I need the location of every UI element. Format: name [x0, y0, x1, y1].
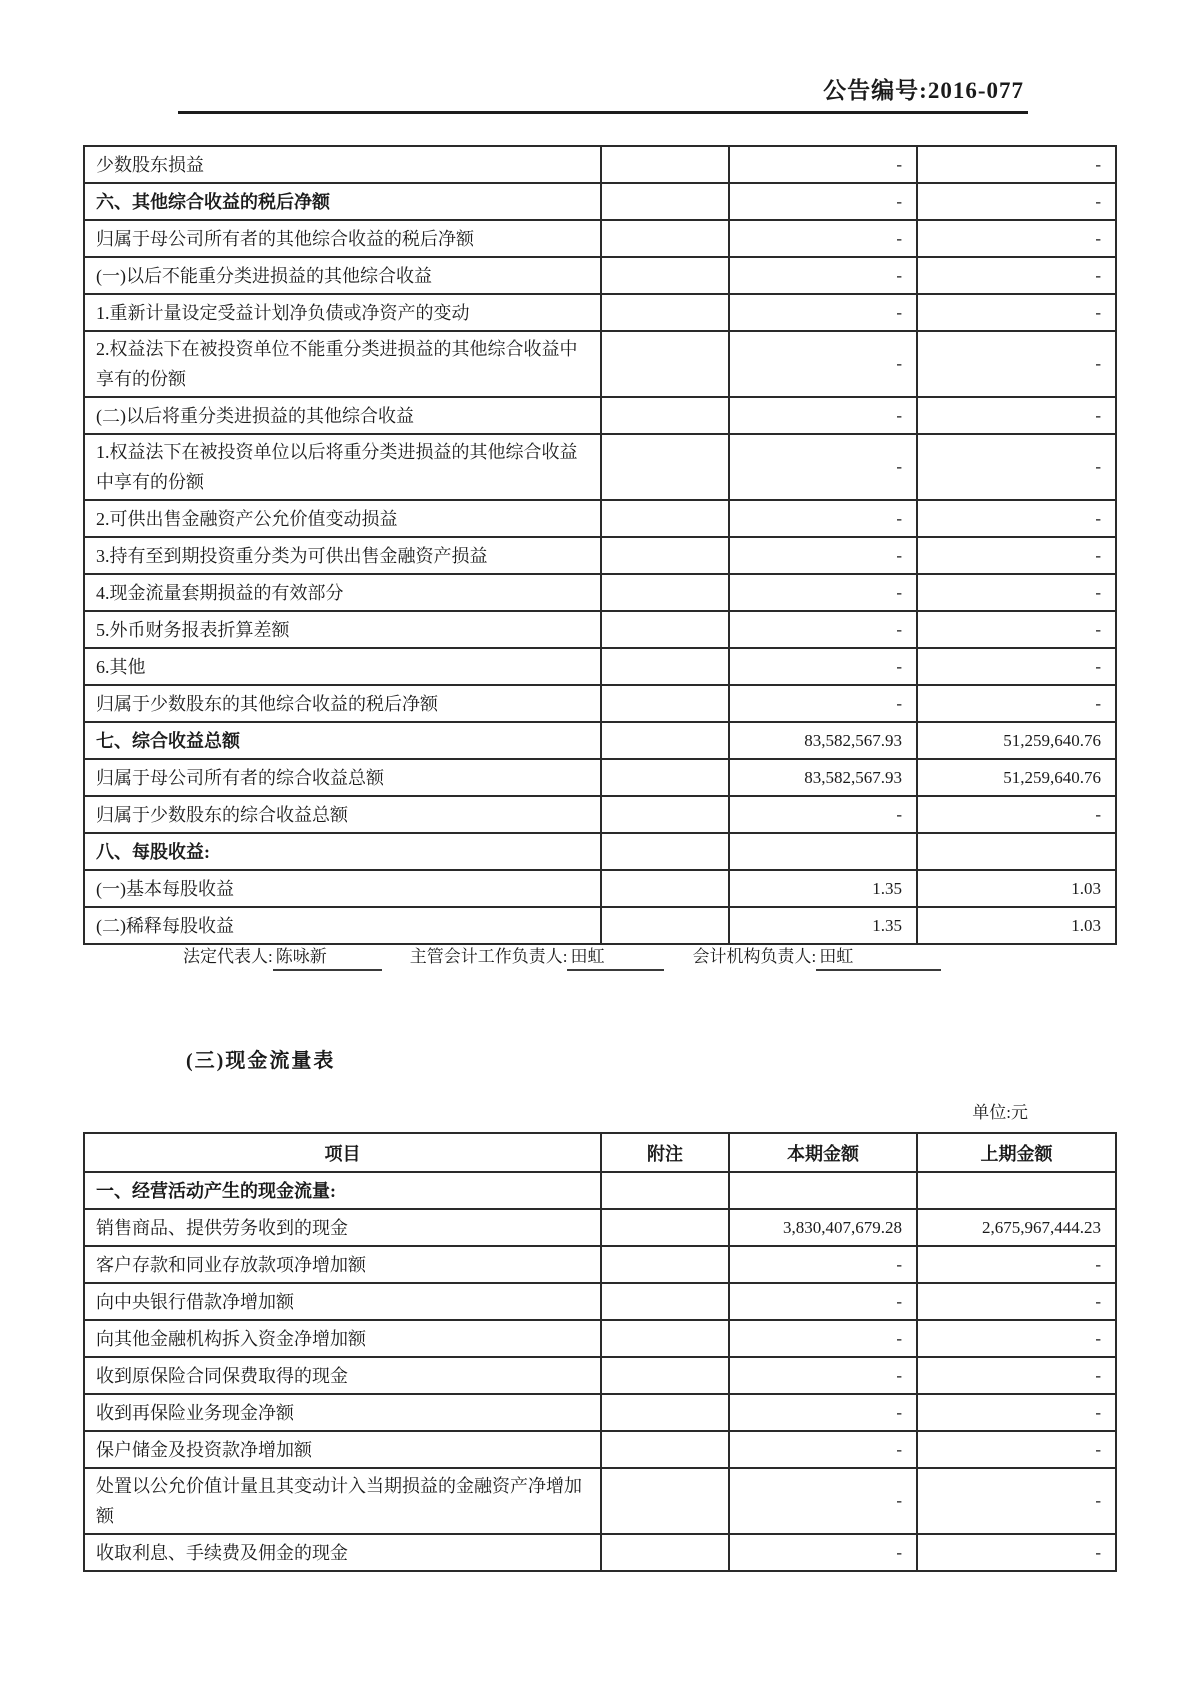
income-statement-label-cell: 3.持有至到期投资重分类为可供出售金融资产损益	[84, 537, 601, 574]
income-statement-row	[84, 722, 1116, 759]
column-header-current-amount: 本期金额	[729, 1133, 917, 1172]
chief-accountant-name: 田虹	[567, 942, 664, 971]
legal-representative-segment	[183, 942, 382, 971]
income-statement-prior-cell: -	[917, 648, 1116, 685]
cashflow-prior-cell: -	[917, 1468, 1116, 1534]
accounting-dept-label: 会计机构负责人:	[692, 947, 817, 966]
income-statement-row	[84, 500, 1116, 537]
income-statement-current-cell: 83,582,567.93	[729, 722, 917, 759]
chief-accountant-segment	[410, 942, 665, 971]
income-statement-label-cell: 八、每股收益:	[84, 833, 601, 870]
income-statement-current-cell: 1.35	[729, 907, 917, 944]
income-statement-note-cell	[601, 870, 729, 907]
cashflow-label-cell: 向其他金融机构拆入资金净增加额	[84, 1320, 601, 1357]
income-statement-current-cell: -	[729, 434, 917, 500]
income-statement-label-cell: 归属于母公司所有者的综合收益总额	[84, 759, 601, 796]
income-statement-label-cell: 1.权益法下在被投资单位以后将重分类进损益的其他综合收益中享有的份额	[84, 434, 601, 500]
income-statement-prior-cell: -	[917, 183, 1116, 220]
cashflow-row	[84, 1468, 1116, 1534]
cashflow-prior-cell: -	[917, 1246, 1116, 1283]
income-statement-current-cell: -	[729, 146, 917, 183]
income-statement-note-cell	[601, 537, 729, 574]
income-statement-current-cell: -	[729, 500, 917, 537]
cashflow-prior-cell: -	[917, 1394, 1116, 1431]
income-statement-current-cell: -	[729, 294, 917, 331]
income-statement-row	[84, 397, 1116, 434]
cashflow-note-cell	[601, 1172, 729, 1209]
cashflow-row	[84, 1246, 1116, 1283]
income-statement-label-cell: (二)以后将重分类进损益的其他综合收益	[84, 397, 601, 434]
income-statement-prior-cell: 1.03	[917, 870, 1116, 907]
income-statement-prior-cell: 1.03	[917, 907, 1116, 944]
income-statement-note-cell	[601, 574, 729, 611]
cashflow-current-cell: -	[729, 1394, 917, 1431]
column-header-prior-amount: 上期金额	[917, 1133, 1116, 1172]
income-statement-note-cell	[601, 907, 729, 944]
column-header-note: 附注	[601, 1133, 729, 1172]
cashflow-current-cell	[729, 1172, 917, 1209]
cashflow-row	[84, 1283, 1116, 1320]
income-statement-prior-cell: 51,259,640.76	[917, 759, 1116, 796]
income-statement-row	[84, 907, 1116, 944]
income-statement-current-cell: -	[729, 685, 917, 722]
signature-line	[183, 942, 941, 971]
income-statement-note-cell	[601, 146, 729, 183]
income-statement-note-cell	[601, 685, 729, 722]
income-statement-prior-cell: -	[917, 685, 1116, 722]
cashflow-label-cell: 保户储金及投资款净增加额	[84, 1431, 601, 1468]
accounting-dept-name: 田虹	[816, 942, 941, 971]
cashflow-prior-cell: -	[917, 1320, 1116, 1357]
income-statement-current-cell: -	[729, 183, 917, 220]
income-statement-label-cell: 6.其他	[84, 648, 601, 685]
income-statement-label-cell: 六、其他综合收益的税后净额	[84, 183, 601, 220]
column-header-item: 项目	[84, 1133, 601, 1172]
income-statement-note-cell	[601, 434, 729, 500]
income-statement-current-cell: -	[729, 331, 917, 397]
income-statement-current-cell: 1.35	[729, 870, 917, 907]
income-statement-note-cell	[601, 220, 729, 257]
income-statement-prior-cell	[917, 833, 1116, 870]
income-statement-note-cell	[601, 257, 729, 294]
cashflow-section-title: (三)现金流量表	[186, 1050, 336, 1072]
income-statement-row	[84, 796, 1116, 833]
cashflow-label-cell: 处置以公允价值计量且其变动计入当期损益的金融资产净增加额	[84, 1468, 601, 1534]
cashflow-note-cell	[601, 1320, 729, 1357]
income-statement-current-cell: -	[729, 257, 917, 294]
cashflow-note-cell	[601, 1468, 729, 1534]
cashflow-row	[84, 1394, 1116, 1431]
cashflow-table	[83, 1132, 1117, 1572]
income-statement-prior-cell: -	[917, 500, 1116, 537]
comprehensive-income-table-body	[84, 146, 1116, 944]
income-statement-current-cell: -	[729, 574, 917, 611]
income-statement-prior-cell: -	[917, 397, 1116, 434]
income-statement-prior-cell: -	[917, 574, 1116, 611]
cashflow-current-cell: -	[729, 1320, 917, 1357]
income-statement-current-cell: -	[729, 220, 917, 257]
cashflow-note-cell	[601, 1357, 729, 1394]
cashflow-prior-cell	[917, 1172, 1116, 1209]
cashflow-note-cell	[601, 1283, 729, 1320]
cashflow-current-cell: -	[729, 1431, 917, 1468]
announcement-number: 公告编号:2016-077	[823, 78, 1024, 103]
income-statement-label-cell: (一)以后不能重分类进损益的其他综合收益	[84, 257, 601, 294]
income-statement-label-cell: 4.现金流量套期损益的有效部分	[84, 574, 601, 611]
income-statement-current-cell: 83,582,567.93	[729, 759, 917, 796]
income-statement-prior-cell: -	[917, 796, 1116, 833]
income-statement-label-cell: 少数股东损益	[84, 146, 601, 183]
cashflow-current-cell: -	[729, 1283, 917, 1320]
cashflow-row	[84, 1172, 1116, 1209]
income-statement-row	[84, 648, 1116, 685]
income-statement-note-cell	[601, 759, 729, 796]
income-statement-row	[84, 257, 1116, 294]
cashflow-current-cell: -	[729, 1246, 917, 1283]
cashflow-label-cell: 收取利息、手续费及佣金的现金	[84, 1534, 601, 1571]
income-statement-prior-cell: -	[917, 220, 1116, 257]
cashflow-prior-cell: -	[917, 1534, 1116, 1571]
income-statement-note-cell	[601, 796, 729, 833]
cashflow-current-cell: -	[729, 1534, 917, 1571]
cashflow-label-cell: 客户存款和同业存放款项净增加额	[84, 1246, 601, 1283]
income-statement-row	[84, 611, 1116, 648]
accounting-dept-segment	[692, 942, 941, 971]
income-statement-current-cell: -	[729, 796, 917, 833]
income-statement-current-cell: -	[729, 537, 917, 574]
income-statement-row	[84, 146, 1116, 183]
cashflow-current-cell: 3,830,407,679.28	[729, 1209, 917, 1246]
income-statement-note-cell	[601, 294, 729, 331]
cashflow-table-header	[84, 1133, 1116, 1172]
income-statement-note-cell	[601, 611, 729, 648]
income-statement-label-cell: (二)稀释每股收益	[84, 907, 601, 944]
chief-accountant-label: 主管会计工作负责人:	[409, 947, 568, 966]
income-statement-prior-cell: 51,259,640.76	[917, 722, 1116, 759]
cashflow-row	[84, 1534, 1116, 1571]
income-statement-prior-cell: -	[917, 537, 1116, 574]
income-statement-prior-cell: -	[917, 257, 1116, 294]
income-statement-row	[84, 685, 1116, 722]
income-statement-label-cell: 归属于少数股东的综合收益总额	[84, 796, 601, 833]
cashflow-note-cell	[601, 1209, 729, 1246]
income-statement-prior-cell: -	[917, 331, 1116, 397]
cashflow-note-cell	[601, 1394, 729, 1431]
income-statement-current-cell: -	[729, 611, 917, 648]
income-statement-prior-cell: -	[917, 294, 1116, 331]
cashflow-row	[84, 1209, 1116, 1246]
income-statement-note-cell	[601, 397, 729, 434]
income-statement-current-cell: -	[729, 397, 917, 434]
income-statement-label-cell: 1.重新计量设定受益计划净负债或净资产的变动	[84, 294, 601, 331]
cashflow-label-cell: 收到再保险业务现金净额	[84, 1394, 601, 1431]
income-statement-row	[84, 833, 1116, 870]
income-statement-prior-cell: -	[917, 434, 1116, 500]
income-statement-prior-cell: -	[917, 611, 1116, 648]
comprehensive-income-table	[83, 145, 1117, 945]
header-rule	[178, 111, 1028, 114]
income-statement-row	[84, 294, 1116, 331]
legal-representative-name: 陈咏新	[273, 942, 382, 971]
income-statement-row	[84, 574, 1116, 611]
income-statement-label-cell: 七、综合收益总额	[84, 722, 601, 759]
income-statement-prior-cell: -	[917, 146, 1116, 183]
cashflow-table-body	[84, 1172, 1116, 1571]
income-statement-row	[84, 183, 1116, 220]
cashflow-note-cell	[601, 1246, 729, 1283]
income-statement-row	[84, 220, 1116, 257]
cashflow-note-cell	[601, 1534, 729, 1571]
income-statement-label-cell: 2.可供出售金融资产公允价值变动损益	[84, 500, 601, 537]
income-statement-note-cell	[601, 500, 729, 537]
cashflow-note-cell	[601, 1431, 729, 1468]
income-statement-note-cell	[601, 722, 729, 759]
legal-representative-label: 法定代表人:	[183, 947, 273, 966]
income-statement-row	[84, 870, 1116, 907]
income-statement-note-cell	[601, 833, 729, 870]
cashflow-prior-cell: -	[917, 1357, 1116, 1394]
income-statement-note-cell	[601, 183, 729, 220]
cashflow-prior-cell: -	[917, 1283, 1116, 1320]
income-statement-label-cell: 归属于少数股东的其他综合收益的税后净额	[84, 685, 601, 722]
cashflow-row	[84, 1357, 1116, 1394]
cashflow-current-cell: -	[729, 1468, 917, 1534]
cashflow-prior-cell: 2,675,967,444.23	[917, 1209, 1116, 1246]
income-statement-label-cell: 2.权益法下在被投资单位不能重分类进损益的其他综合收益中享有的份额	[84, 331, 601, 397]
income-statement-row	[84, 759, 1116, 796]
income-statement-row	[84, 331, 1116, 397]
income-statement-note-cell	[601, 331, 729, 397]
income-statement-row	[84, 537, 1116, 574]
cashflow-row	[84, 1320, 1116, 1357]
income-statement-current-cell	[729, 833, 917, 870]
cashflow-label-cell: 一、经营活动产生的现金流量:	[84, 1172, 601, 1209]
income-statement-label-cell: (一)基本每股收益	[84, 870, 601, 907]
income-statement-label-cell: 归属于母公司所有者的其他综合收益的税后净额	[84, 220, 601, 257]
cashflow-row	[84, 1431, 1116, 1468]
income-statement-row	[84, 434, 1116, 500]
income-statement-current-cell: -	[729, 648, 917, 685]
income-statement-note-cell	[601, 648, 729, 685]
unit-label: 单位:元	[972, 1103, 1028, 1122]
cashflow-prior-cell: -	[917, 1431, 1116, 1468]
cashflow-label-cell: 向中央银行借款净增加额	[84, 1283, 601, 1320]
cashflow-header-row	[84, 1133, 1116, 1172]
cashflow-current-cell: -	[729, 1357, 917, 1394]
cashflow-label-cell: 收到原保险合同保费取得的现金	[84, 1357, 601, 1394]
cashflow-label-cell: 销售商品、提供劳务收到的现金	[84, 1209, 601, 1246]
income-statement-label-cell: 5.外币财务报表折算差额	[84, 611, 601, 648]
